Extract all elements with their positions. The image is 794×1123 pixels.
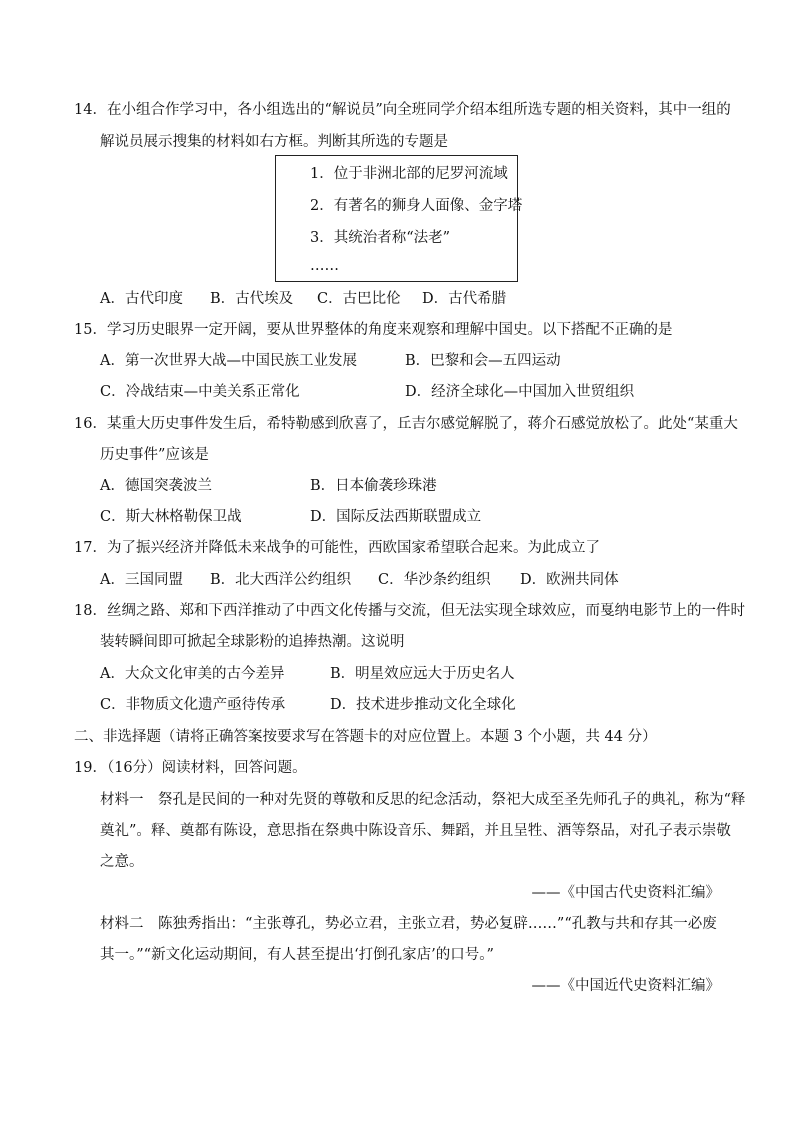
q17-option-b: B．北大西洋公约组织 <box>210 572 352 588</box>
q17-option-a: A．三国同盟 <box>100 572 183 588</box>
q15-option-b: B．巴黎和会—五四运动 <box>405 353 561 369</box>
q18-option-b: B．明星效应远大于历史名人 <box>330 666 515 682</box>
q16-option-b: B．日本偷袭珍珠港 <box>310 478 437 494</box>
q17-stem: 17．为了振兴经济并降低未来战争的可能性，西欧国家希望联合起来。为此成立了 <box>74 540 600 556</box>
q19-material1-line: 之意。 <box>100 854 144 870</box>
q16-stem-line1: 16．某重大历史事件发生后，希特勒感到欣喜了，丘吉尔感觉解脱了，蒋介石感觉放松了。此处“某重大 <box>74 416 738 432</box>
box-line: …… <box>310 258 339 274</box>
q14-option-c: C．古巴比伦 <box>317 291 401 307</box>
q19-material1-line: 奠礼”。释、奠都有陈设，意思指在祭典中陈设音乐、舞蹈，并且呈牲、酒等祭品，对孔子表示崇敬 <box>100 823 731 839</box>
q16-option-c: C．斯大林格勒保卫战 <box>100 509 242 525</box>
q14-stem-line1: 14．在小组合作学习中，各小组选出的“解说员”向全班同学介绍本组所选专题的相关资料，其中一组的 <box>74 102 731 118</box>
q16-option-d: D．国际反法西斯联盟成立 <box>310 509 482 525</box>
q14-material-box <box>275 155 523 282</box>
q15-option-c: C．冷战结束—中美关系正常化 <box>100 384 300 400</box>
box-line: 3．其统治者称“法老” <box>310 230 451 246</box>
q15-stem: 15．学习历史眼界一定开阔，要从世界整体的角度来观察和理解中国史。以下搭配不正确的是 <box>74 322 673 338</box>
section-heading: 二、非选择题（请将正确答案按要求写在答题卡的对应位置上。本题 3 个小题，共 44 分） <box>74 729 657 745</box>
q18-option-c: C．非物质文化遗产亟待传承 <box>100 697 286 713</box>
q17-option-c: C．华沙条约组织 <box>378 572 491 588</box>
q19-material1-line: 材料一 祭孔是民间的一种对先贤的尊敬和反思的纪念活动，祭祀大成至圣先师孔子的典礼，称为“释 <box>100 792 746 808</box>
q14-option-b: B．古代埃及 <box>210 291 294 307</box>
q19-material2-source: ——《中国近代史资料汇编》 <box>531 978 720 994</box>
q14-option-a: A．古代印度 <box>100 291 183 307</box>
box-line: 2．有著名的狮身人面像、金字塔 <box>310 198 523 214</box>
q18-stem-line1: 18．丝绸之路、郑和下西洋推动了中西文化传播与交流，但无法实现全球效应，而戛纳电影节上的一件时 <box>74 603 745 619</box>
q18-option-d: D．技术进步推动文化全球化 <box>330 697 516 713</box>
q15-option-d: D．经济全球化—中国加入世贸组织 <box>405 384 635 400</box>
q19-stem: 19．（16分）阅读材料，回答问题。 <box>74 760 307 776</box>
q18-option-a: A．大众文化审美的古今差异 <box>100 666 285 682</box>
q14-stem-line2: 解说员展示搜集的材料如右方框。判断其所选的专题是 <box>100 134 448 150</box>
q16-option-a: A．德国突袭波兰 <box>100 478 212 494</box>
q15-option-a: A．第一次世界大战—中国民族工业发展 <box>100 353 357 369</box>
q19-material1-source: ——《中国古代史资料汇编》 <box>531 885 720 901</box>
q19-material2-line: 其一。”“新文化运动期间，有人甚至提出‘打倒孔家店’的口号。” <box>100 947 494 963</box>
q18-stem-line2: 装转瞬间即可掀起全球影粉的追捧热潮。这说明 <box>100 634 405 650</box>
q16-stem-line2: 历史事件”应该是 <box>100 447 209 463</box>
q14-option-d: D．古代希腊 <box>422 291 507 307</box>
q19-material2-line: 材料二 陈独秀指出：“主张尊孔，势必立君，主张立君，势必复辟……”“孔教与共和存其一必废 <box>100 916 717 932</box>
box-line: 1．位于非洲北部的尼罗河流域 <box>310 166 508 182</box>
q17-option-d: D．欧洲共同体 <box>520 572 619 588</box>
